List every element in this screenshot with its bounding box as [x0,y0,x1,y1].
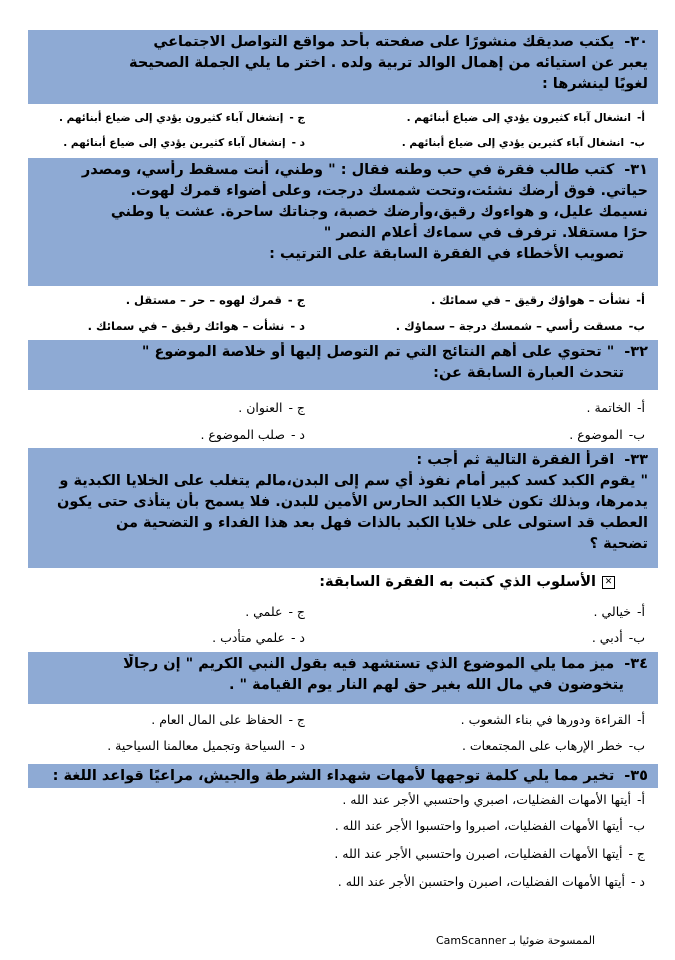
scanner-watermark: الممسوحة ضوئيا بـ CamScanner [436,934,596,947]
question-35-option-a[interactable]: أ-أيتها الأمهات الفضليات، اصبري واحتسبي الأجر عند الله . [342,792,645,807]
question-32-option-d[interactable]: د -صلب الموضوع . [200,427,305,442]
question-34-number: ٣٤- [624,656,648,672]
question-34-option-b[interactable]: ب-خطر الإرهاب على المجتمعات . [461,738,645,753]
question-32-number: ٣٢- [624,344,648,360]
question-30-option-c[interactable]: ج -إنشغال آباء كثيرون يؤدي إلى ضياع أبنائهم . [58,112,305,124]
checkbox-icon: ✕ [602,576,615,589]
question-30-option-b[interactable]: ب-انشغال آباء كثيرين يؤدي إلى ضياع أبنائهم . [401,137,645,149]
question-32-option-b[interactable]: ب-الموضوع . [569,427,645,442]
question-33-option-c[interactable]: ج -علمي . [245,604,305,619]
question-33-line-2: " يقوم الكبد كسد كبير أمام نفوذ أي سم إلى البدن،مالم يتغلب على الخلايا الكبدية و [59,473,648,489]
question-31-number: ٣١- [624,162,648,178]
question-31-prompt: تصويب الأخطاء في الفقرة السابقة على الترتيب : [269,246,624,262]
question-30-option-d[interactable]: د -إنشغال آباء كثيرين يؤدي إلى ضياع أبنائهم . [63,137,305,149]
question-35-block [28,764,658,788]
question-30-option-a[interactable]: أ-انشغال آباء كثيرون يؤدي إلى ضياع أبنائهم . [406,112,645,124]
question-30-block [28,30,658,104]
question-32-option-a[interactable]: أ-الخاتمة . [586,400,645,415]
question-34-block [28,652,658,704]
question-34-option-d[interactable]: د -السياحة وتجميل معالمنا السياحية . [107,738,305,753]
question-30-line-1: ٣٠-يكتب صديقك منشورًا على صفحته بأحد مواقع التواصل الاجتماعي [153,34,648,50]
question-33-block [28,448,658,568]
question-33-prompt: ✕الأسلوب الذي كتبت به الفقرة السابقة: [319,574,615,590]
question-33-option-d[interactable]: د -علمي متأدب . [212,630,305,645]
question-30-line-3: لغويًا لينشرها : [541,76,648,92]
question-33-line-5: تضحية ؟ [589,536,648,552]
question-32-block [28,340,658,390]
question-31-option-b[interactable]: ب-مسقت رأسي – شمسك درجة – سماؤك . [395,319,645,333]
question-33-option-b[interactable]: ب-أدبي . [591,630,645,645]
question-30-line-2: يعبر عن استيائه من إهمال الوالد تربية ولده . اختر ما يلي الجملة الصحيحة [129,55,648,71]
question-31-line-3: نسيمك عليل، و هواءوك رقيق،وأرضك خصبة، وجناتك ساحرة. عشت يا وطني [110,204,648,220]
question-31-block [28,158,658,286]
question-34-line-1: ٣٤-ميز مما يلي الموضوع الذي تستشهد فيه بقول النبي الكريم " إن رجالًا [123,656,648,672]
question-33-number: ٣٣- [624,452,648,468]
question-35-number: ٣٥- [624,768,648,784]
question-33-line-1: ٣٣-اقرأ الفقرة التالية ثم أجب : [416,452,648,468]
question-35-option-b[interactable]: ب-أيتها الأمهات الفضليات، اصبروا واحتسبوا الأجر عند الله . [334,818,645,833]
question-32-line-2: تتحدث العبارة السابقة عن: [433,365,624,381]
question-30-number: ٣٠- [624,34,648,50]
question-31-line-2: حياتي. فوق أرضك نشئت،وتحت شمسك درجت، وعلى أضواء قمرك لهوت. [130,183,648,199]
question-31-option-a[interactable]: أ-نشأت – هواؤك رقيق – في سمائك . [430,293,645,307]
question-35-option-c[interactable]: ج -أيتها الأمهات الفضليات، اصبرن واحتسبي الأجر عند الله . [334,846,645,861]
question-35-option-d[interactable]: د -أيتها الأمهات الفضليات، اصبرن واحتسبن الأجر عند الله . [337,874,645,889]
question-35-line-1: ٣٥-تخير مما يلي كلمة توجهها لأمهات شهداء الشرطة والجيش، مراعيًا قواعد اللغة : [52,768,648,784]
question-34-line-2: يتخوضون في مال الله بغير حق لهم النار يوم القيامة " . [228,677,624,693]
question-34-option-a[interactable]: أ-القراءة ودورها في بناء الشعوب . [460,712,645,727]
question-32-line-1: ٣٢-" تحتوي على أهم النتائج التي تم التوصل إليها أو خلاصة الموضوع " [141,344,648,360]
question-31-option-c[interactable]: ج -قمرك لهوه – حر – مستقل . [125,293,305,307]
question-33-line-3: يدمرها، وبذلك تكون خلايا الكبد الحارس الأمين للبدن. فلا يسمح بأن يتأذى حتى يكون [56,494,648,510]
question-31-line-1: ٣١-كتب طالب فقرة في حب وطنه فقال : " وطني، أنت مسقط رأسي، ومصدر [81,162,648,178]
question-31-line-4: حرًا مستقلا. ترفرف في سماءك أعلام النصر " [323,225,648,241]
question-33-line-4: العطب قد استولى على خلايا الكبد بالذات فهل بعد هذا الفداء و التضحية من [115,515,648,531]
question-32-option-c[interactable]: ج -العنوان . [238,400,305,415]
question-34-option-c[interactable]: ج -الحفاظ على المال العام . [151,712,305,727]
question-31-option-d[interactable]: د -نشأت – هوائك رقيق – في سمائك . [87,319,305,333]
question-33-option-a[interactable]: أ-خيالي . [593,604,645,619]
